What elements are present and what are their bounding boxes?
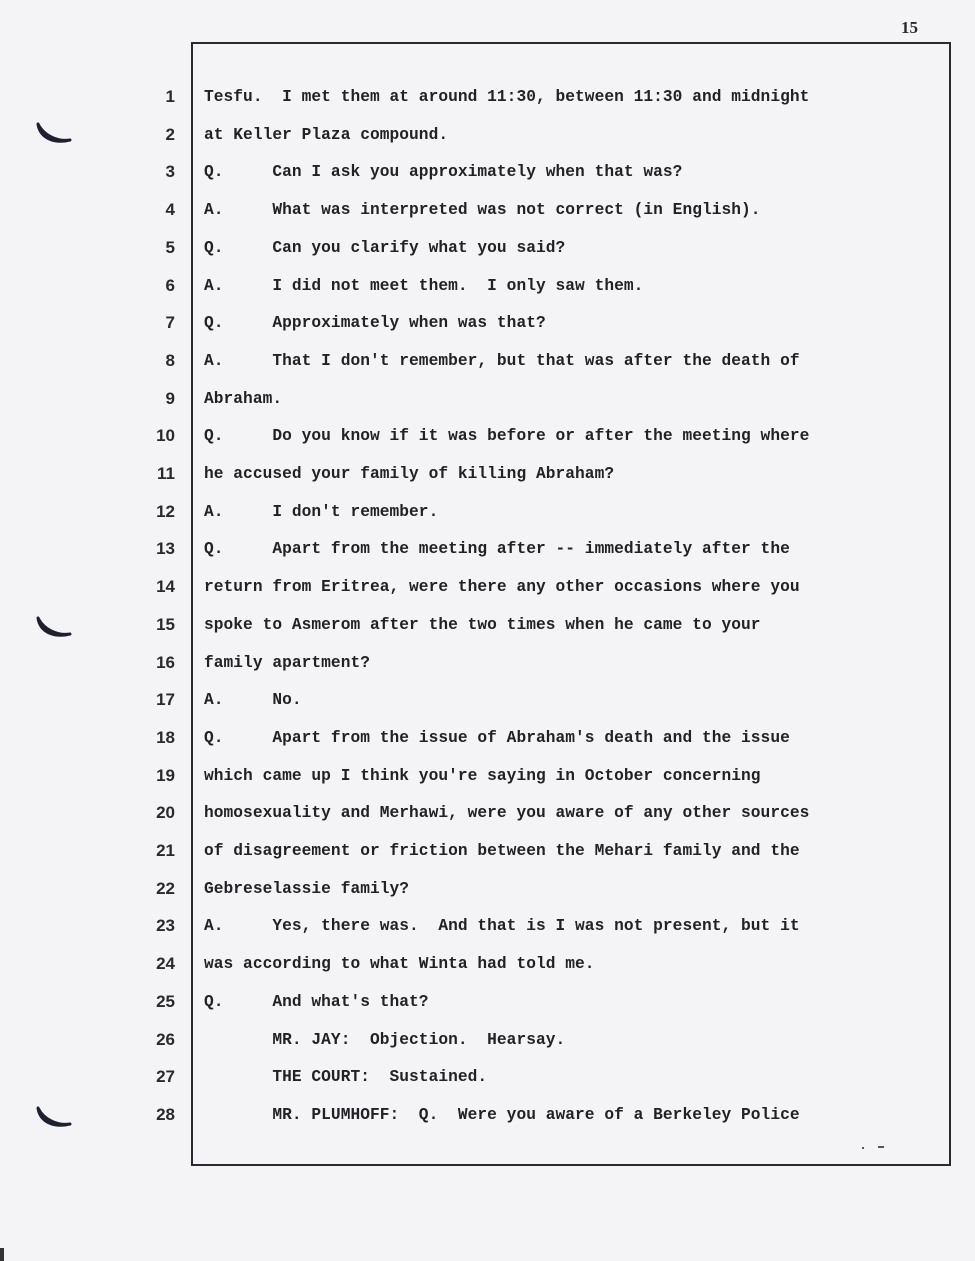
transcript-line: Abraham. xyxy=(204,390,283,408)
transcript-line: MR. JAY: Objection. Hearsay. xyxy=(204,1031,566,1049)
line-number: 1 xyxy=(165,87,175,106)
page-number: 15 xyxy=(901,18,918,37)
transcript-line: at Keller Plaza compound. xyxy=(204,126,449,144)
crescent-hole-icon xyxy=(34,614,74,640)
transcript-line: A. That I don't remember, but that was after the death of xyxy=(204,352,800,370)
line-number: 11 xyxy=(157,464,175,483)
line-number: 25 xyxy=(156,992,175,1011)
line-number: 22 xyxy=(156,879,175,898)
line-number: 16 xyxy=(156,653,175,672)
line-number: 12 xyxy=(156,502,175,521)
line-number: 27 xyxy=(156,1067,175,1086)
transcript-line: Q. Can you clarify what you said? xyxy=(204,239,566,257)
line-number: 26 xyxy=(156,1030,175,1049)
transcript-line: return from Eritrea, were there any other occasions where you xyxy=(204,578,800,596)
crescent-hole-icon xyxy=(34,1104,74,1130)
line-number: 24 xyxy=(156,954,175,973)
transcript-line: family apartment? xyxy=(204,654,370,672)
transcript-line: homosexuality and Merhawi, were you aware of any other sources xyxy=(204,804,810,822)
scan-speck xyxy=(878,1146,884,1148)
line-number: 8 xyxy=(165,351,175,370)
line-number: 5 xyxy=(165,238,175,257)
transcript-line: Gebreselassie family? xyxy=(204,880,410,898)
transcript-line: Tesfu. I met them at around 11:30, between 11:30 and midnight xyxy=(204,88,810,106)
line-number: 23 xyxy=(156,916,175,935)
line-number: 18 xyxy=(156,728,175,747)
transcript-line: Q. Do you know if it was before or after the meeting where xyxy=(204,427,810,445)
line-number: 20 xyxy=(156,803,175,822)
line-number: 6 xyxy=(165,276,175,295)
line-number: 17 xyxy=(156,690,175,709)
line-number: 2 xyxy=(165,125,175,144)
line-number: 10 xyxy=(156,426,175,445)
transcript-line: was according to what Winta had told me. xyxy=(204,955,595,973)
transcript-line: Q. And what's that? xyxy=(204,993,429,1011)
line-number: 28 xyxy=(156,1105,175,1124)
transcript-line: of disagreement or friction between the Mehari family and the xyxy=(204,842,800,860)
line-number: 7 xyxy=(165,313,175,332)
line-number: 13 xyxy=(156,539,175,558)
transcript-line: A. No. xyxy=(204,691,302,709)
transcript-line: A. What was interpreted was not correct (in English). xyxy=(204,201,761,219)
line-number: 9 xyxy=(165,389,175,408)
transcript-line: A. I did not meet them. I only saw them. xyxy=(204,277,644,295)
crescent-hole-icon xyxy=(34,120,74,146)
transcript-line: which came up I think you're saying in October concerning xyxy=(204,767,761,785)
scan-edge-mark xyxy=(0,1248,4,1261)
transcript-line: MR. PLUMHOFF: Q. Were you aware of a Berkeley Police xyxy=(204,1106,800,1124)
line-number: 15 xyxy=(156,615,175,634)
transcript-line: Q. Apart from the meeting after -- immediately after the xyxy=(204,540,790,558)
line-number: 3 xyxy=(165,162,175,181)
line-number: 4 xyxy=(165,200,175,219)
transcript-line: A. Yes, there was. And that is I was not present, but it xyxy=(204,917,800,935)
scan-speck xyxy=(862,1147,864,1149)
transcript-line: Q. Approximately when was that? xyxy=(204,314,546,332)
transcript-line: THE COURT: Sustained. xyxy=(204,1068,488,1086)
transcript-line: A. I don't remember. xyxy=(204,503,439,521)
transcript-line: spoke to Asmerom after the two times when he came to your xyxy=(204,616,761,634)
line-number: 19 xyxy=(156,766,175,785)
line-number: 14 xyxy=(156,577,175,596)
transcript-line: Q. Apart from the issue of Abraham's death and the issue xyxy=(204,729,790,747)
line-number: 21 xyxy=(156,841,175,860)
transcript-line: Q. Can I ask you approximately when that was? xyxy=(204,163,683,181)
transcript-line: he accused your family of killing Abraham? xyxy=(204,465,615,483)
